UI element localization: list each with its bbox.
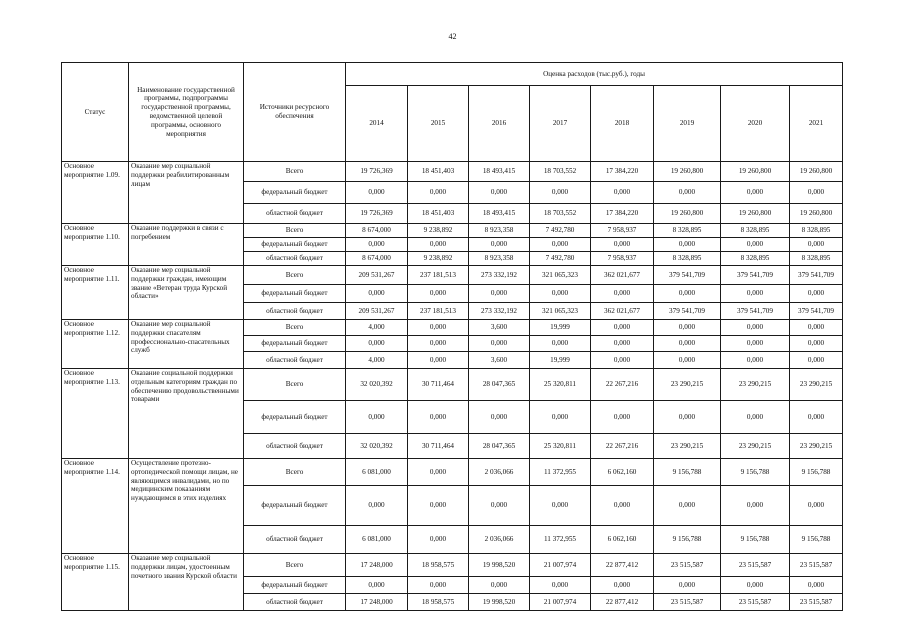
amount-cell: 6 081,000 <box>346 526 408 554</box>
amount-cell: 19 998,520 <box>469 554 530 577</box>
amount-cell: 0,000 <box>408 182 469 204</box>
amount-cell: 0,000 <box>790 577 843 594</box>
header-status: Статус <box>62 63 129 162</box>
amount-cell: 9 156,788 <box>790 526 843 554</box>
amount-cell: 17 248,000 <box>346 594 408 611</box>
amount-cell: 0,000 <box>591 285 654 303</box>
amount-cell: 30 711,464 <box>408 434 469 459</box>
measure-status: Основное мероприятие 1.15. <box>62 554 129 611</box>
funding-source: Всего <box>244 224 346 238</box>
amount-cell: 8 674,000 <box>346 252 408 266</box>
amount-cell: 19,999 <box>530 320 591 336</box>
amount-cell: 379 541,709 <box>790 266 843 285</box>
amount-cell: 2 036,066 <box>469 459 530 486</box>
amount-cell: 18 703,552 <box>530 204 591 224</box>
table-row <box>62 224 843 238</box>
amount-cell: 0,000 <box>721 285 790 303</box>
amount-cell: 2 036,066 <box>469 526 530 554</box>
amount-cell: 23 515,587 <box>654 594 721 611</box>
amount-cell: 4,000 <box>346 320 408 336</box>
amount-cell: 23 290,215 <box>721 369 790 401</box>
amount-cell: 23 290,215 <box>721 434 790 459</box>
funding-source: областной бюджет <box>244 526 346 554</box>
amount-cell: 8 674,000 <box>346 224 408 238</box>
amount-cell: 0,000 <box>654 352 721 369</box>
amount-cell: 0,000 <box>408 486 469 526</box>
amount-cell: 321 065,323 <box>530 266 591 285</box>
funding-source: Всего <box>244 320 346 336</box>
amount-cell: 8 923,358 <box>469 252 530 266</box>
amount-cell: 237 181,513 <box>408 303 469 320</box>
amount-cell: 0,000 <box>346 401 408 434</box>
amount-cell: 321 065,323 <box>530 303 591 320</box>
funding-source: областной бюджет <box>244 252 346 266</box>
amount-cell: 8 328,895 <box>654 224 721 238</box>
amount-cell: 25 320,811 <box>530 369 591 401</box>
table-body <box>62 162 843 611</box>
amount-cell: 6 081,000 <box>346 459 408 486</box>
amount-cell: 8 328,895 <box>721 252 790 266</box>
header-year: 2016 <box>469 86 530 162</box>
amount-cell: 0,000 <box>654 182 721 204</box>
header-name: Наименование государственной программы, подпрограммы государственной программы, ведомственной целевой программы, основного мероприятия <box>129 63 244 162</box>
amount-cell: 17 248,000 <box>346 554 408 577</box>
table-row <box>62 320 843 336</box>
amount-cell: 23 515,587 <box>721 594 790 611</box>
amount-cell: 23 515,587 <box>654 554 721 577</box>
amount-cell: 0,000 <box>654 577 721 594</box>
amount-cell: 19 260,800 <box>790 204 843 224</box>
amount-cell: 0,000 <box>654 401 721 434</box>
amount-cell: 237 181,513 <box>408 266 469 285</box>
amount-cell: 0,000 <box>530 285 591 303</box>
table-header <box>62 63 843 162</box>
amount-cell: 19 260,800 <box>721 204 790 224</box>
amount-cell: 0,000 <box>591 352 654 369</box>
amount-cell: 0,000 <box>469 336 530 352</box>
funding-source: федеральный бюджет <box>244 285 346 303</box>
header-estimate: Оценка расходов (тыс.руб.), годы <box>346 63 843 86</box>
amount-cell: 17 384,220 <box>591 204 654 224</box>
amount-cell: 362 021,677 <box>591 266 654 285</box>
funding-source: Всего <box>244 369 346 401</box>
measure-name: Оказание мер социальной поддержки спасателям профессионально-спасательных служб <box>129 320 244 369</box>
amount-cell: 0,000 <box>408 320 469 336</box>
amount-cell: 9 156,788 <box>654 459 721 486</box>
amount-cell: 0,000 <box>408 285 469 303</box>
amount-cell: 0,000 <box>591 238 654 252</box>
amount-cell: 0,000 <box>346 577 408 594</box>
amount-cell: 28 047,365 <box>469 434 530 459</box>
amount-cell: 23 290,215 <box>790 369 843 401</box>
amount-cell: 0,000 <box>469 486 530 526</box>
amount-cell: 0,000 <box>530 577 591 594</box>
amount-cell: 9 238,892 <box>408 224 469 238</box>
amount-cell: 0,000 <box>790 336 843 352</box>
amount-cell: 19,999 <box>530 352 591 369</box>
amount-cell: 0,000 <box>408 401 469 434</box>
measure-status: Основное мероприятие 1.14. <box>62 459 129 554</box>
amount-cell: 3,600 <box>469 352 530 369</box>
measure-name: Оказание мер социальной поддержки реабилитированным лицам <box>129 162 244 224</box>
amount-cell: 8 328,895 <box>790 224 843 238</box>
amount-cell: 0,000 <box>346 336 408 352</box>
amount-cell: 0,000 <box>790 352 843 369</box>
funding-source: федеральный бюджет <box>244 182 346 204</box>
amount-cell: 23 290,215 <box>654 369 721 401</box>
amount-cell: 18 493,415 <box>469 204 530 224</box>
amount-cell: 0,000 <box>721 577 790 594</box>
amount-cell: 19 998,520 <box>469 594 530 611</box>
amount-cell: 0,000 <box>530 182 591 204</box>
amount-cell: 0,000 <box>591 486 654 526</box>
amount-cell: 0,000 <box>790 238 843 252</box>
amount-cell: 0,000 <box>346 486 408 526</box>
amount-cell: 362 021,677 <box>591 303 654 320</box>
header-year: 2018 <box>591 86 654 162</box>
amount-cell: 0,000 <box>721 486 790 526</box>
amount-cell: 0,000 <box>721 401 790 434</box>
amount-cell: 0,000 <box>408 352 469 369</box>
funding-source: областной бюджет <box>244 352 346 369</box>
amount-cell: 0,000 <box>346 285 408 303</box>
amount-cell: 4,000 <box>346 352 408 369</box>
funding-source: областной бюджет <box>244 594 346 611</box>
amount-cell: 0,000 <box>790 486 843 526</box>
amount-cell: 0,000 <box>408 336 469 352</box>
amount-cell: 8 328,895 <box>721 224 790 238</box>
amount-cell: 18 493,415 <box>469 162 530 182</box>
amount-cell: 32 020,392 <box>346 434 408 459</box>
amount-cell: 3,600 <box>469 320 530 336</box>
funding-source: Всего <box>244 554 346 577</box>
amount-cell: 379 541,709 <box>654 266 721 285</box>
amount-cell: 19 260,800 <box>721 162 790 182</box>
header-year: 2021 <box>790 86 843 162</box>
header-sources: Источники ресурсного обеспечения <box>244 63 346 162</box>
amount-cell: 19 726,369 <box>346 204 408 224</box>
amount-cell: 0,000 <box>591 336 654 352</box>
amount-cell: 18 703,552 <box>530 162 591 182</box>
amount-cell: 0,000 <box>790 182 843 204</box>
amount-cell: 6 062,160 <box>591 459 654 486</box>
table-row <box>62 459 843 486</box>
amount-cell: 9 156,788 <box>721 459 790 486</box>
amount-cell: 11 372,955 <box>530 526 591 554</box>
funding-source: федеральный бюджет <box>244 401 346 434</box>
measure-status: Основное мероприятие 1.13. <box>62 369 129 459</box>
amount-cell: 9 156,788 <box>654 526 721 554</box>
amount-cell: 0,000 <box>530 401 591 434</box>
amount-cell: 0,000 <box>790 401 843 434</box>
amount-cell: 379 541,709 <box>721 266 790 285</box>
amount-cell: 6 062,160 <box>591 526 654 554</box>
amount-cell: 0,000 <box>721 238 790 252</box>
amount-cell: 9 156,788 <box>721 526 790 554</box>
amount-cell: 8 328,895 <box>654 252 721 266</box>
amount-cell: 0,000 <box>530 238 591 252</box>
funding-source: федеральный бюджет <box>244 238 346 252</box>
amount-cell: 0,000 <box>469 401 530 434</box>
table-row <box>62 162 843 182</box>
header-year: 2020 <box>721 86 790 162</box>
amount-cell: 0,000 <box>408 526 469 554</box>
amount-cell: 19 726,369 <box>346 162 408 182</box>
funding-source: Всего <box>244 162 346 182</box>
amount-cell: 0,000 <box>654 336 721 352</box>
amount-cell: 0,000 <box>790 285 843 303</box>
amount-cell: 18 958,575 <box>408 594 469 611</box>
amount-cell: 0,000 <box>530 336 591 352</box>
amount-cell: 0,000 <box>721 182 790 204</box>
amount-cell: 0,000 <box>591 577 654 594</box>
amount-cell: 18 451,403 <box>408 204 469 224</box>
amount-cell: 0,000 <box>408 459 469 486</box>
amount-cell: 32 020,392 <box>346 369 408 401</box>
amount-cell: 22 877,412 <box>591 554 654 577</box>
amount-cell: 0,000 <box>469 577 530 594</box>
header-year: 2019 <box>654 86 721 162</box>
amount-cell: 0,000 <box>721 336 790 352</box>
amount-cell: 22 877,412 <box>591 594 654 611</box>
amount-cell: 23 515,587 <box>790 554 843 577</box>
amount-cell: 7 492,780 <box>530 224 591 238</box>
amount-cell: 273 332,192 <box>469 266 530 285</box>
measure-status: Основное мероприятие 1.12. <box>62 320 129 369</box>
amount-cell: 19 260,800 <box>790 162 843 182</box>
amount-cell: 23 290,215 <box>790 434 843 459</box>
amount-cell: 7 492,780 <box>530 252 591 266</box>
funding-source: федеральный бюджет <box>244 486 346 526</box>
amount-cell: 209 531,267 <box>346 303 408 320</box>
amount-cell: 21 007,974 <box>530 594 591 611</box>
amount-cell: 0,000 <box>530 486 591 526</box>
amount-cell: 379 541,709 <box>721 303 790 320</box>
amount-cell: 209 531,267 <box>346 266 408 285</box>
amount-cell: 17 384,220 <box>591 162 654 182</box>
funding-source: федеральный бюджет <box>244 577 346 594</box>
funding-source: областной бюджет <box>244 204 346 224</box>
amount-cell: 22 267,216 <box>591 434 654 459</box>
funding-source: Всего <box>244 459 346 486</box>
amount-cell: 23 515,587 <box>721 554 790 577</box>
amount-cell: 0,000 <box>346 182 408 204</box>
table-row <box>62 554 843 577</box>
measure-name: Оказание мер социальной поддержки лицам, удостоенным почетного звания Курской области <box>129 554 244 611</box>
amount-cell: 0,000 <box>721 320 790 336</box>
amount-cell: 8 328,895 <box>790 252 843 266</box>
amount-cell: 0,000 <box>721 352 790 369</box>
funding-source: областной бюджет <box>244 303 346 320</box>
amount-cell: 0,000 <box>469 182 530 204</box>
amount-cell: 7 958,937 <box>591 224 654 238</box>
amount-cell: 18 451,403 <box>408 162 469 182</box>
amount-cell: 379 541,709 <box>654 303 721 320</box>
amount-cell: 8 923,358 <box>469 224 530 238</box>
amount-cell: 23 290,215 <box>654 434 721 459</box>
amount-cell: 0,000 <box>654 238 721 252</box>
amount-cell: 0,000 <box>408 577 469 594</box>
measure-status: Основное мероприятие 1.10. <box>62 224 129 266</box>
funding-source: Всего <box>244 266 346 285</box>
amount-cell: 0,000 <box>469 285 530 303</box>
amount-cell: 21 007,974 <box>530 554 591 577</box>
amount-cell: 0,000 <box>591 401 654 434</box>
amount-cell: 379 541,709 <box>790 303 843 320</box>
amount-cell: 23 515,587 <box>790 594 843 611</box>
table-row <box>62 369 843 401</box>
amount-cell: 30 711,464 <box>408 369 469 401</box>
measure-name: Оказание мер социальной поддержки граждан, имеющим звание «Ветеран труда Курской области» <box>129 266 244 320</box>
measure-name: Оказание социальной поддержки отдельным категориям граждан по обеспечению продовольственными товарами <box>129 369 244 459</box>
measure-name: Осуществление протезно-ортопедической помощи лицам, не являющимся инвалидами, но по медицинским показаниям нуждающимся в этих изделиях <box>129 459 244 554</box>
header-year: 2017 <box>530 86 591 162</box>
amount-cell: 0,000 <box>408 238 469 252</box>
funding-source: федеральный бюджет <box>244 336 346 352</box>
amount-cell: 22 267,216 <box>591 369 654 401</box>
amount-cell: 25 320,811 <box>530 434 591 459</box>
amount-cell: 9 238,892 <box>408 252 469 266</box>
amount-cell: 9 156,788 <box>790 459 843 486</box>
header-year: 2014 <box>346 86 408 162</box>
amount-cell: 0,000 <box>591 320 654 336</box>
amount-cell: 0,000 <box>790 320 843 336</box>
header-year: 2015 <box>408 86 469 162</box>
amount-cell: 0,000 <box>469 238 530 252</box>
amount-cell: 273 332,192 <box>469 303 530 320</box>
amount-cell: 7 958,937 <box>591 252 654 266</box>
amount-cell: 18 958,575 <box>408 554 469 577</box>
measure-status: Основное мероприятие 1.11. <box>62 266 129 320</box>
amount-cell: 11 372,955 <box>530 459 591 486</box>
measure-status: Основное мероприятие 1.09. <box>62 162 129 224</box>
amount-cell: 19 260,800 <box>654 162 721 182</box>
amount-cell: 0,000 <box>591 182 654 204</box>
amount-cell: 0,000 <box>346 238 408 252</box>
measure-name: Оказание поддержки в связи с погребением <box>129 224 244 266</box>
page-number: 42 <box>448 32 457 41</box>
amount-cell: 28 047,365 <box>469 369 530 401</box>
amount-cell: 0,000 <box>654 320 721 336</box>
table-row <box>62 266 843 285</box>
budget-table <box>61 62 843 611</box>
amount-cell: 0,000 <box>654 486 721 526</box>
funding-source: областной бюджет <box>244 434 346 459</box>
amount-cell: 0,000 <box>654 285 721 303</box>
amount-cell: 19 260,800 <box>654 204 721 224</box>
